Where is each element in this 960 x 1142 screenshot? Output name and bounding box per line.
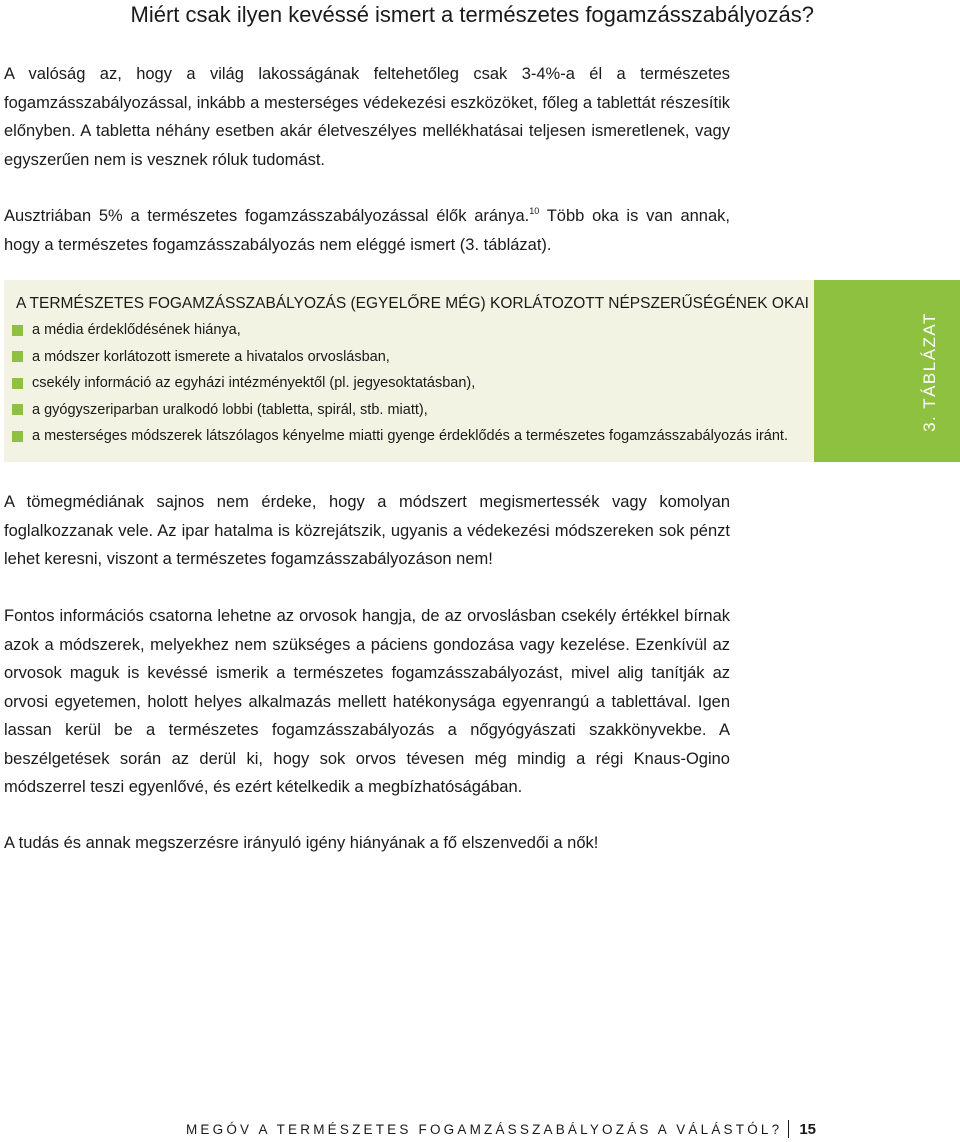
list-item-text: a média érdeklődésének hiánya, [32,322,241,338]
table-heading: A TERMÉSZETES FOGAMZÁSSZABÁLYOZÁS (EGYELŐRE MÉG) KORLÁTOZOTT NÉPSZERŰSÉGÉNEK OKAI [16,295,809,312]
footer-running-title: MEGÓV A TERMÉSZETES FOGAMZÁSSZABÁLYOZÁS A VÁLÁSTÓL? [185,1121,783,1137]
list-item-text: csekély információ az egyházi intézményektől (pl. jegyesoktatásban), [32,375,476,391]
list-item-text: a gyógyszeriparban uralkodó lobbi (tabletta, spirál, stb. miatt), [32,401,428,418]
green-square-bullet-icon [12,404,23,415]
paragraph-media: A tömegmédiának sajnos nem érdeke, hogy a módszert megismertessék vagy komolyan foglalkozzanak vele. Az ipar hatalma is közrejátszik, ugyanis a védekezési módszereken sok pénzt lehet keresni, viszont a természetes fogamzásszabályozáson nem! [4,493,730,568]
list-item-text: a mesterséges módszerek látszólagos kényelme miatti gyenge érdeklődés a természetes fogamzásszabályozás iránt. [32,428,788,444]
list-item [12,397,788,424]
green-square-bullet-icon [12,431,23,442]
table-side-tab [814,280,960,462]
green-square-bullet-icon [12,325,23,336]
footnote-reference[interactable]: 10 [529,205,540,216]
page-footer [186,1120,816,1138]
list-item-text: a módszer korlátozott ismerete a hivatalos orvoslásban, [32,348,390,365]
paragraph-doctors: Fontos információs csatorna lehetne az orvosok hangja, de az orvoslásban csekély értékkel bírnak azok a módszerek, melyekhez nem szükséges a páciens gondozása vagy kezelése. Ezenkívül az orvosok maguk is kevéssé ismerik a természetes fogamzásszabályozást, mivel alig tanítják az orvosi egyetemen, holott helyes alkalmazás mellett hatékonysága egyenrangú a tablettával. Igen lassan kerül be a természetes fogamzásszabályozás a nőgyógyászati szakkönyvekbe. A beszélgetések során az derül ki, hogy sok orvos tévesen még mindig a régi Knaus-Ogino módszerrel teszi egyenlővé, és ezért kételkedik a megbízhatóságában. [4,607,730,796]
paragraph-austria-text-end: Több oka is van annak, hogy a természetes fogamzásszabályozás nem eléggé ismert (3. táblázat). [4,207,730,254]
page-title: Miért csak ilyen kevéssé ismert a természetes fogamzásszabályozás? [130,2,814,27]
list-item [12,423,788,450]
green-square-bullet-icon [12,378,23,389]
table-number-label: 3. TÁBLÁZAT [920,312,939,432]
reasons-table [4,280,814,462]
list-item [12,370,788,397]
paragraph-conclusion: A tudás és annak megszerzésre irányuló igény hiányának a fő elszenvedői a nők! [4,834,599,852]
page-number: 15 [799,1120,816,1138]
list-item [12,317,788,344]
reasons-list [12,317,788,450]
paragraph-austria-text-start: Ausztriában 5% a természetes fogamzásszabályozással élők aránya. [4,207,530,225]
paragraph-austria [4,202,730,259]
green-square-bullet-icon [12,351,23,362]
paragraph-intro: A valóság az, hogy a világ lakosságának feltehetőleg csak 3-4%-a él a természetes fogamzásszabályozással, inkább a mesterséges védekezési eszközöket, főleg a tablettát részesítik előnyben. A tabletta néhány esetben akár életveszélyes mellékhatásai teljesen ismeretlenek, vagy egyszerűen nem is vesznek róluk tudomást. [4,65,730,169]
list-item [12,344,788,371]
footer-divider [788,1120,789,1138]
